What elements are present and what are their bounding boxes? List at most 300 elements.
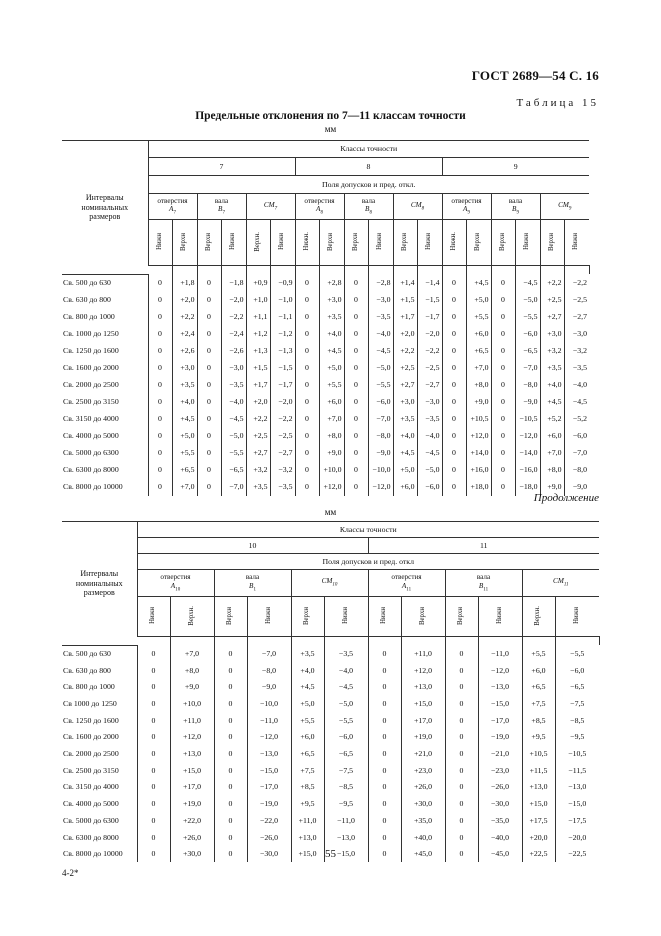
deviation-value: −1,5 — [417, 292, 442, 309]
deviation-value: +8,5 — [291, 779, 324, 796]
deviation-value: −0,9 — [270, 274, 295, 292]
deviation-value: 0 — [442, 411, 466, 428]
page-number: 55 — [325, 848, 336, 860]
deviation-value: 0 — [344, 445, 368, 462]
deviation-value: 0 — [148, 309, 172, 326]
deviation-value: −30,0 — [247, 846, 291, 863]
deviation-value: +2,0 — [393, 326, 417, 343]
deviation-value: −13,0 — [555, 779, 599, 796]
deviation-value: +12,0 — [401, 662, 445, 679]
deviation-value: 0 — [445, 679, 478, 696]
deviation-label: Верхн — [457, 606, 465, 625]
deviation-value: +6,0 — [522, 662, 555, 679]
deviation-value: +5,5 — [291, 712, 324, 729]
deviation-value: 0 — [148, 445, 172, 462]
deviation-value: −2,5 — [270, 428, 295, 445]
field-group-name: отверстия — [304, 196, 335, 205]
deviation-value: +4,5 — [393, 445, 417, 462]
deviation-value: +10,0 — [170, 696, 214, 713]
deviation-value: 0 — [445, 746, 478, 763]
deviation-value: +15,0 — [522, 796, 555, 813]
table-row — [62, 411, 599, 428]
deviation-label: Нижн — [376, 233, 384, 251]
spacer-cell — [170, 637, 214, 646]
deviation-value: −4,5 — [417, 445, 442, 462]
table-row — [62, 746, 599, 763]
size-interval: Св. 1250 до 1600 — [62, 343, 148, 360]
table-row — [62, 377, 599, 394]
deviation-value: +12,0 — [170, 729, 214, 746]
deviation-value: −6,0 — [368, 394, 393, 411]
table-label: Таблица 15 — [516, 97, 599, 109]
deviation-label: Нижн — [278, 233, 286, 251]
field-group-8 — [540, 194, 589, 220]
field-symbol-letter: В — [218, 205, 223, 214]
deviation-value: 0 — [491, 377, 515, 394]
deviation-value: 0 — [442, 360, 466, 377]
deviation-value: +15,0 — [170, 762, 214, 779]
class-10-header: 10 — [137, 538, 368, 554]
field-symbol-letter: В — [365, 205, 370, 214]
deviation-header-8 — [445, 597, 478, 637]
deviation-value: +11,0 — [401, 645, 445, 662]
deviation-value: −18,0 — [515, 479, 540, 496]
deviation-label: Верхн — [204, 232, 212, 251]
deviation-value: −1,8 — [221, 274, 246, 292]
deviation-value: +4,0 — [291, 662, 324, 679]
deviation-value: +19,0 — [170, 796, 214, 813]
deviation-value: +1,5 — [246, 360, 270, 377]
deviation-value: −10,0 — [247, 696, 291, 713]
field-symbol-index: 11 — [563, 582, 569, 588]
deviation-value: −6,0 — [564, 428, 589, 445]
deviation-value: −15,0 — [247, 762, 291, 779]
spacer-cell — [555, 637, 599, 646]
deviation-value: +3,5 — [291, 645, 324, 662]
field-symbol-index: 9 — [568, 206, 572, 212]
deviation-value: 0 — [197, 274, 221, 292]
table-row — [62, 343, 599, 360]
deviation-value: +1,4 — [393, 274, 417, 292]
deviation-value: 0 — [491, 394, 515, 411]
deviation-label: Нижн — [264, 607, 272, 625]
deviation-value: −4,0 — [221, 394, 246, 411]
deviation-value: −4,5 — [515, 274, 540, 292]
field-group-name: $СМ_9$ — [558, 200, 572, 212]
deviation-value: −6,5 — [555, 679, 599, 696]
deviation-value: +3,0 — [393, 394, 417, 411]
deviation-value: +6,0 — [291, 729, 324, 746]
deviation-value: +9,0 — [540, 479, 564, 496]
deviation-value: +15,0 — [291, 846, 324, 863]
deviation-value: −16,0 — [515, 462, 540, 479]
table-row — [62, 645, 599, 662]
field-symbol-index: 7 — [173, 210, 176, 216]
table-row — [62, 292, 599, 309]
deviation-header-5 — [324, 597, 368, 637]
deviation-value: −4,0 — [368, 326, 393, 343]
deviation-value: 0 — [344, 428, 368, 445]
deviation-value: +30,0 — [170, 846, 214, 863]
deviation-value: 0 — [137, 696, 170, 713]
field-group-name: вала — [508, 196, 523, 205]
deviation-value: −1,2 — [270, 326, 295, 343]
spacer-cell — [137, 637, 170, 646]
deviation-header-0 — [148, 220, 172, 266]
fields-header: Поля допусков и пред. откл. — [148, 176, 589, 194]
field-symbol-index: 8 — [421, 206, 425, 212]
deviation-label: Нижн — [155, 233, 163, 251]
deviation-value: 0 — [368, 712, 401, 729]
spacer-cell — [344, 266, 368, 275]
deviation-value: +22,5 — [522, 846, 555, 863]
deviation-value: −6,0 — [417, 479, 442, 496]
field-symbol-index: 9 — [467, 210, 470, 216]
deviation-value: −12,0 — [478, 662, 522, 679]
deviation-value: +2,8 — [319, 274, 344, 292]
deviation-value: −1,4 — [417, 274, 442, 292]
deviation-value: 0 — [344, 360, 368, 377]
deviation-value: +9,0 — [170, 679, 214, 696]
deviation-value: −5,5 — [324, 712, 368, 729]
deviation-label: Верхн — [498, 232, 506, 251]
deviation-value: +4,5 — [291, 679, 324, 696]
deviation-value: 0 — [295, 309, 319, 326]
deviation-value: 0 — [442, 309, 466, 326]
deviation-value: −7,5 — [555, 696, 599, 713]
deviation-value: −9,0 — [247, 679, 291, 696]
deviation-value: −1,3 — [270, 343, 295, 360]
table-row — [62, 679, 599, 696]
deviation-header-3 — [221, 220, 246, 266]
deviation-value: +11,5 — [522, 762, 555, 779]
deviation-value: +2,2 — [540, 274, 564, 292]
classes-header-2: Классы точности — [137, 522, 599, 538]
deviation-value: −4,5 — [324, 679, 368, 696]
deviation-value: −9,0 — [564, 479, 589, 496]
table-row — [62, 479, 599, 496]
deviation-value: +1,5 — [393, 292, 417, 309]
deviation-value: 0 — [368, 662, 401, 679]
deviation-value: +5,0 — [393, 462, 417, 479]
deviation-header-0 — [137, 597, 170, 637]
field-group-name: $СМ_8$ — [410, 200, 425, 212]
spacer-cell — [540, 266, 564, 275]
deviation-value: 0 — [137, 846, 170, 863]
deviation-value: +3,2 — [540, 343, 564, 360]
deviation-value: +8,0 — [540, 462, 564, 479]
deviation-value: 0 — [445, 779, 478, 796]
deviation-value: −11,5 — [555, 762, 599, 779]
deviation-value: −9,5 — [555, 729, 599, 746]
deviation-value: +8,0 — [466, 377, 491, 394]
field-group-4 — [344, 194, 393, 220]
deviation-value: 0 — [137, 679, 170, 696]
deviation-value: 0 — [148, 462, 172, 479]
spacer-cell — [445, 637, 478, 646]
deviation-value: −15,0 — [324, 846, 368, 863]
deviation-value: 0 — [445, 662, 478, 679]
size-interval: Св. 3150 до 4000 — [62, 779, 137, 796]
deviation-value: 0 — [137, 779, 170, 796]
deviation-value: +2,0 — [172, 292, 197, 309]
deviation-value: +18,0 — [466, 479, 491, 496]
deviation-value: −2,0 — [417, 326, 442, 343]
deviation-value: 0 — [148, 274, 172, 292]
deviation-value: 0 — [137, 662, 170, 679]
deviation-value: 0 — [491, 326, 515, 343]
deviation-value: 0 — [445, 796, 478, 813]
deviation-value: −17,5 — [555, 812, 599, 829]
deviation-header-9 — [478, 597, 522, 637]
size-interval: Св. 2500 до 3150 — [62, 762, 137, 779]
deviation-value: +26,0 — [401, 779, 445, 796]
deviation-value: −6,0 — [515, 326, 540, 343]
deviation-value: +12,0 — [466, 428, 491, 445]
deviation-value: 0 — [197, 479, 221, 496]
field-group-symbol — [492, 205, 540, 216]
deviation-value: −17,0 — [478, 712, 522, 729]
field-group-7 — [491, 194, 540, 220]
deviation-value: −7,0 — [221, 479, 246, 496]
deviation-value: +1,0 — [246, 292, 270, 309]
deviation-value: 0 — [137, 712, 170, 729]
deviation-value: 0 — [344, 326, 368, 343]
deviation-value: −3,5 — [324, 645, 368, 662]
deviation-header-14 — [491, 220, 515, 266]
deviation-value: −5,0 — [515, 292, 540, 309]
deviation-label: Верхн — [547, 232, 555, 251]
deviation-value: +5,0 — [319, 360, 344, 377]
deviation-value: 0 — [442, 343, 466, 360]
deviation-value: −2,2 — [270, 411, 295, 428]
deviation-value: +2,7 — [393, 377, 417, 394]
deviation-label: Нижн. — [302, 232, 310, 251]
deviation-label: Верхн — [400, 232, 408, 251]
spacer-cell — [214, 637, 247, 646]
deviation-value: 0 — [295, 479, 319, 496]
field-group-2 — [291, 570, 368, 597]
deviation-label: Нижн — [523, 233, 531, 251]
deviation-value: +3,5 — [540, 360, 564, 377]
deviation-value: 0 — [197, 309, 221, 326]
deviation-value: 0 — [137, 796, 170, 813]
field-symbol-index: 7 — [222, 210, 225, 216]
deviation-value: +3,5 — [319, 309, 344, 326]
spacer-cell — [291, 637, 324, 646]
spacer-cell — [393, 266, 417, 275]
deviation-value: −7,0 — [368, 411, 393, 428]
deviation-value: −10,0 — [368, 462, 393, 479]
deviation-value: +13,0 — [401, 679, 445, 696]
deviation-value: −7,0 — [515, 360, 540, 377]
spacer-cell — [564, 266, 589, 275]
deviation-value: −26,0 — [247, 829, 291, 846]
deviation-value: −9,0 — [515, 394, 540, 411]
deviation-value: −7,0 — [564, 445, 589, 462]
table-row — [62, 779, 599, 796]
table-row — [62, 712, 599, 729]
size-interval: Св. 500 до 630 — [62, 645, 137, 662]
deviation-value: +2,2 — [172, 309, 197, 326]
deviation-value: −22,0 — [247, 812, 291, 829]
deviation-value: +1,1 — [246, 309, 270, 326]
spacer-cell — [466, 266, 491, 275]
field-symbol-index: 10 — [332, 582, 338, 588]
deviation-value: 0 — [442, 428, 466, 445]
deviation-value: +40,0 — [401, 829, 445, 846]
deviation-header-7 — [401, 597, 445, 637]
deviation-value: +15,0 — [401, 696, 445, 713]
size-interval: Св. 800 до 1000 — [62, 679, 137, 696]
spacer-cell — [148, 266, 172, 275]
deviation-value: −8,0 — [564, 462, 589, 479]
deviation-value: 0 — [295, 326, 319, 343]
deviation-value: 0 — [368, 762, 401, 779]
spacer-cell — [270, 266, 295, 275]
deviation-value: 0 — [445, 762, 478, 779]
deviation-value: +7,0 — [170, 645, 214, 662]
spacer-cell — [368, 637, 401, 646]
deviation-value: 0 — [214, 662, 247, 679]
deviation-value: −3,0 — [564, 326, 589, 343]
deviation-value: −5,0 — [417, 462, 442, 479]
deviation-header-10 — [522, 597, 555, 637]
deviation-value: −40,0 — [478, 829, 522, 846]
deviation-value: −4,0 — [417, 428, 442, 445]
deviation-value: +1,7 — [393, 309, 417, 326]
deviation-value: +4,5 — [172, 411, 197, 428]
spacer-cell — [324, 637, 368, 646]
deviation-value: +7,0 — [466, 360, 491, 377]
deviation-value: −2,5 — [417, 360, 442, 377]
deviation-value: +6,0 — [393, 479, 417, 496]
field-group-3 — [295, 194, 344, 220]
deviation-value: 0 — [368, 779, 401, 796]
page-header: ГОСТ 2689—54 С. 16 — [471, 68, 599, 83]
deviation-value: 0 — [148, 428, 172, 445]
deviation-value: −8,5 — [324, 779, 368, 796]
deviation-value: −3,5 — [417, 411, 442, 428]
field-group-symbol — [369, 582, 445, 593]
deviation-header-11 — [555, 597, 599, 637]
size-interval: Св. 4000 до 5000 — [62, 428, 148, 445]
spacer-cell — [295, 266, 319, 275]
deviation-value: −4,5 — [221, 411, 246, 428]
deviation-value: 0 — [214, 696, 247, 713]
deviation-value: −3,5 — [221, 377, 246, 394]
deviation-value: −11,0 — [247, 712, 291, 729]
deviation-value: 0 — [197, 411, 221, 428]
deviation-value: −35,0 — [478, 812, 522, 829]
deviation-value: 0 — [214, 779, 247, 796]
table-row — [62, 462, 599, 479]
deviation-label: Верхн. — [534, 605, 542, 626]
deviation-value: +22,0 — [170, 812, 214, 829]
field-symbol-index: 8 — [369, 210, 372, 216]
deviation-value: 0 — [214, 796, 247, 813]
deviation-value: −13,0 — [324, 829, 368, 846]
size-interval: Св. 1000 до 1250 — [62, 326, 148, 343]
deviation-value: −13,0 — [247, 746, 291, 763]
deviation-value: 0 — [491, 274, 515, 292]
deviation-value: −3,0 — [417, 394, 442, 411]
field-group-name: вала — [214, 196, 229, 205]
deviation-header-4 — [291, 597, 324, 637]
deviation-value: 0 — [442, 292, 466, 309]
deviation-value: 0 — [137, 812, 170, 829]
deviation-value: −9,0 — [368, 445, 393, 462]
deviation-value: −20,0 — [555, 829, 599, 846]
size-interval: Св. 2000 до 2500 — [62, 746, 137, 763]
table-row — [62, 445, 599, 462]
deviation-value: −10,5 — [515, 411, 540, 428]
deviation-label: Нижн — [380, 607, 388, 625]
size-interval: Св. 1600 до 2000 — [62, 360, 148, 377]
spacer-cell — [515, 266, 540, 275]
field-group-5 — [393, 194, 442, 220]
deviation-value: −8,0 — [515, 377, 540, 394]
deviation-value: +26,0 — [170, 829, 214, 846]
deviation-value: −9,5 — [324, 796, 368, 813]
deviation-header-4 — [246, 220, 270, 266]
deviation-value: 0 — [368, 645, 401, 662]
deviation-value: −3,2 — [270, 462, 295, 479]
size-interval: Св. 500 до 630 — [62, 274, 148, 292]
deviation-value: −3,0 — [221, 360, 246, 377]
deviation-value: −11,0 — [324, 812, 368, 829]
field-group-name: отверстия — [391, 573, 422, 582]
deviation-value: −19,0 — [247, 796, 291, 813]
deviation-value: −3,5 — [564, 360, 589, 377]
deviation-value: −8,5 — [555, 712, 599, 729]
field-group-name: вала — [476, 573, 491, 582]
deviation-value: +5,5 — [319, 377, 344, 394]
deviation-label: Нижн — [341, 607, 349, 625]
deviation-value: 0 — [295, 343, 319, 360]
deviation-header-17 — [564, 220, 589, 266]
deviation-value: 0 — [295, 462, 319, 479]
field-symbol-index: 11 — [483, 586, 489, 592]
deviation-value: 0 — [197, 428, 221, 445]
field-group-name: $СМ_{10}$ — [321, 577, 338, 588]
size-interval: Св. 2000 до 2500 — [62, 377, 148, 394]
deviation-value: +10,5 — [522, 746, 555, 763]
field-symbol-letter: А — [316, 205, 321, 214]
deviation-value: 0 — [368, 812, 401, 829]
deviation-value: −3,5 — [368, 309, 393, 326]
field-symbol-letter: А — [170, 581, 176, 590]
deviation-value: 0 — [491, 479, 515, 496]
deviation-value: −1,7 — [270, 377, 295, 394]
spacer-cell — [247, 637, 291, 646]
deviation-value: +5,5 — [522, 645, 555, 662]
deviation-value: 0 — [442, 445, 466, 462]
deviation-label: Нижн. — [449, 232, 457, 251]
deviation-value: −6,5 — [324, 746, 368, 763]
class-7-header: 7 — [148, 158, 295, 176]
deviation-value: 0 — [214, 829, 247, 846]
tolerance-table-7-9 — [62, 140, 599, 496]
deviation-value: 0 — [491, 292, 515, 309]
table-row — [62, 662, 599, 679]
deviation-value: −2,2 — [417, 343, 442, 360]
deviation-value: −6,5 — [515, 343, 540, 360]
deviation-value: 0 — [295, 445, 319, 462]
field-group-name: $СМ_{11}$ — [553, 577, 569, 588]
deviation-value: −30,0 — [478, 796, 522, 813]
size-interval: Св. 630 до 800 — [62, 292, 148, 309]
